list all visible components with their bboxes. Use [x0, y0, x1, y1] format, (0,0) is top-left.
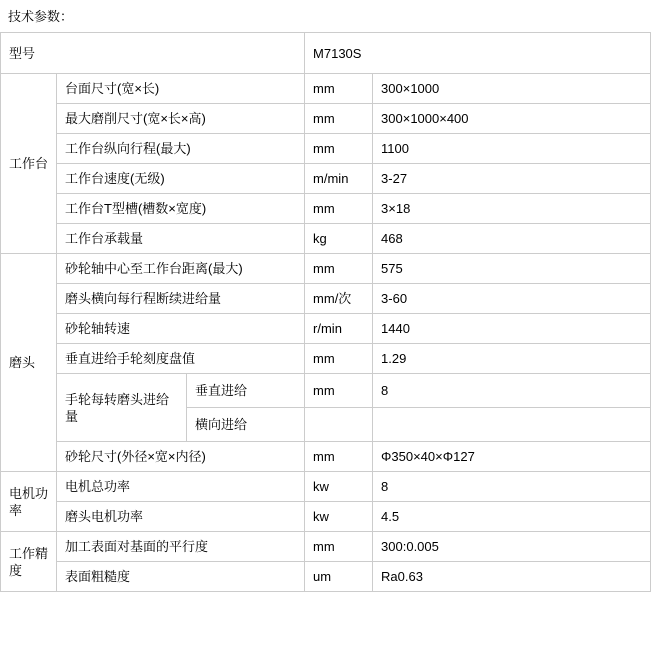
- param-unit: kw: [305, 502, 373, 532]
- group-label-grinding-head: 磨头: [1, 254, 57, 472]
- param-value: 8: [373, 472, 651, 502]
- table-row: [1, 344, 651, 374]
- param-unit: kg: [305, 224, 373, 254]
- table-row: [1, 374, 651, 408]
- param-label: 砂轮轴转速: [57, 314, 305, 344]
- param-unit: r/min: [305, 314, 373, 344]
- param-unit: mm: [305, 194, 373, 224]
- param-unit: m/min: [305, 164, 373, 194]
- table-row: [1, 442, 651, 472]
- param-unit: [305, 408, 373, 442]
- param-sublabel: 垂直进给: [187, 374, 305, 408]
- param-unit: mm: [305, 134, 373, 164]
- group-label-accuracy: 工作精度: [1, 532, 57, 592]
- param-sublabel: 横向进给: [187, 408, 305, 442]
- param-unit: mm: [305, 374, 373, 408]
- param-value: 575: [373, 254, 651, 284]
- param-label: 工作台T型槽(槽数×宽度): [57, 194, 305, 224]
- param-label: 工作台承载量: [57, 224, 305, 254]
- table-row: [1, 254, 651, 284]
- param-value: 1.29: [373, 344, 651, 374]
- group-label-worktable: 工作台: [1, 74, 57, 254]
- param-unit: mm: [305, 254, 373, 284]
- table-row: [1, 74, 651, 104]
- table-row-model: [1, 33, 651, 74]
- param-value: 300:0.005: [373, 532, 651, 562]
- param-value: 3-27: [373, 164, 651, 194]
- table-row: [1, 284, 651, 314]
- param-unit: mm/次: [305, 284, 373, 314]
- param-value: 300×1000: [373, 74, 651, 104]
- param-label: 磨头横向每行程断续进给量: [57, 284, 305, 314]
- param-value: 468: [373, 224, 651, 254]
- model-value: M7130S: [305, 33, 651, 74]
- param-label: 加工表面对基面的平行度: [57, 532, 305, 562]
- param-unit: mm: [305, 344, 373, 374]
- param-label: 表面粗糙度: [57, 562, 305, 592]
- table-row: [1, 164, 651, 194]
- param-label: 砂轮尺寸(外径×宽×内径): [57, 442, 305, 472]
- param-unit: um: [305, 562, 373, 592]
- table-row: [1, 502, 651, 532]
- group-label-motor-power: 电机功率: [1, 472, 57, 532]
- param-unit: kw: [305, 472, 373, 502]
- param-unit: mm: [305, 442, 373, 472]
- param-label: 工作台纵向行程(最大): [57, 134, 305, 164]
- param-label: 垂直进给手轮刻度盘值: [57, 344, 305, 374]
- param-value: 4.5: [373, 502, 651, 532]
- param-label: 工作台速度(无级): [57, 164, 305, 194]
- param-value: 8: [373, 374, 651, 408]
- param-unit: mm: [305, 532, 373, 562]
- param-value: 3-60: [373, 284, 651, 314]
- param-label: 磨头电机功率: [57, 502, 305, 532]
- table-row: [1, 532, 651, 562]
- table-row: [1, 224, 651, 254]
- param-unit: mm: [305, 74, 373, 104]
- table-row: [1, 134, 651, 164]
- param-label: 最大磨削尺寸(宽×长×高): [57, 104, 305, 134]
- param-value: 1440: [373, 314, 651, 344]
- technical-parameters-table: [0, 32, 651, 592]
- table-row: [1, 104, 651, 134]
- table-row: [1, 314, 651, 344]
- page-title: 技术参数：: [8, 9, 74, 24]
- param-label: 电机总功率: [57, 472, 305, 502]
- table-row: [1, 194, 651, 224]
- param-value: 300×1000×400: [373, 104, 651, 134]
- param-value: Φ350×40×Φ127: [373, 442, 651, 472]
- table-row: [1, 562, 651, 592]
- param-label: 手轮每转磨头进给量: [57, 374, 187, 442]
- param-unit: mm: [305, 104, 373, 134]
- param-value: [373, 408, 651, 442]
- param-label: 砂轮轴中心至工作台距离(最大): [57, 254, 305, 284]
- param-value: 1100: [373, 134, 651, 164]
- param-value: 3×18: [373, 194, 651, 224]
- table-row: [1, 472, 651, 502]
- param-label: 台面尺寸(宽×长): [57, 74, 305, 104]
- param-value: Ra0.63: [373, 562, 651, 592]
- model-label: 型号: [1, 33, 305, 74]
